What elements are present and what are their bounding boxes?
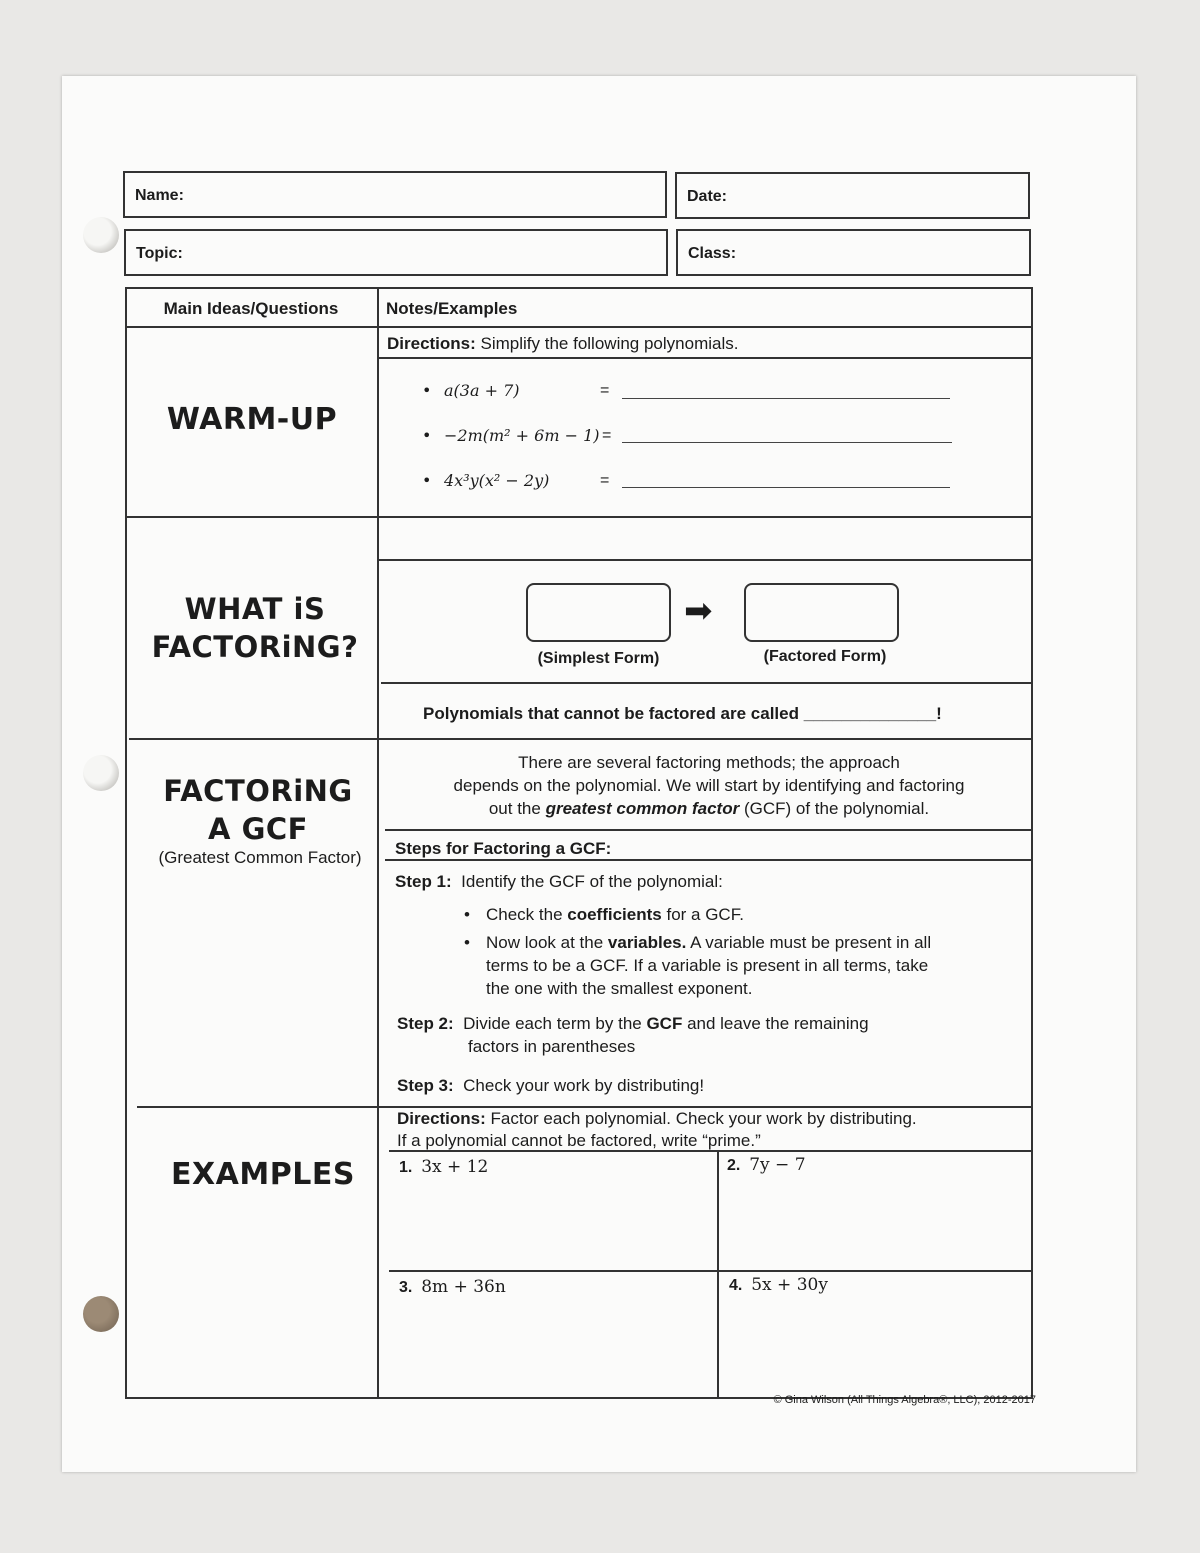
gcf-title-line2: A GCF [208, 812, 308, 846]
step-1-bullet2-c: A variable must be present in all [686, 933, 932, 952]
warmup-problem-1: • a(3a + 7) [444, 381, 520, 400]
step-1-bullet2-a: Now look at the [486, 933, 608, 952]
factored-form-box[interactable] [744, 583, 899, 642]
step-2-emphasis: GCF [646, 1014, 683, 1033]
gcf-intro-line3-a: out the [488, 799, 546, 818]
step-1-label: Step 1: [395, 872, 452, 891]
class-field[interactable] [676, 229, 1031, 276]
gcf-subtitle: (Greatest Common Factor) [158, 848, 362, 867]
gcf-intro-line2: depends on the polynomial. We will start by identifying and factoring [453, 776, 965, 795]
step-1-bullet-coefficients [486, 903, 744, 926]
factoring-title-line1: WHAT iS [184, 592, 326, 626]
example-4-number: 4. [729, 1277, 743, 1294]
example-1-number: 1. [399, 1159, 413, 1176]
example-3-number: 3. [399, 1279, 413, 1296]
simplest-form-box[interactable] [526, 583, 671, 642]
examples-directions-line2: If a polynomial cannot be factored, write “prime.” [397, 1131, 761, 1150]
step-1-bullet-variables [486, 931, 1026, 1000]
binder-hole-middle [83, 755, 119, 791]
answer-line-2[interactable] [622, 442, 952, 443]
equals-sign: = [602, 427, 612, 444]
examples-directions [397, 1108, 1029, 1152]
example-4[interactable] [729, 1275, 828, 1295]
gcf-intro-line3-c: (GCF) of the polynomial. [739, 799, 930, 818]
examples-directions-label: Directions: [397, 1109, 486, 1128]
step-3 [397, 1074, 704, 1097]
gcf-title-line1: FACTORiNG [163, 774, 353, 808]
warmup-directions [387, 334, 738, 354]
arrow-right-icon: ➡ [684, 592, 713, 630]
step-1-bullet2-line1 [486, 931, 1026, 954]
class-label: Class: [688, 245, 737, 262]
steps-heading: Steps for Factoring a GCF: [395, 839, 612, 858]
step-1-bullet1-c: for a GCF. [661, 905, 744, 924]
gcf-intro [384, 751, 1034, 820]
step-2-line1 [397, 1012, 869, 1035]
gcf-intro-line1: There are several factoring methods; the approach [518, 753, 900, 772]
gcf-title [131, 772, 385, 848]
warmup-problem-2: • −2m(m² + 6m − 1) [444, 426, 600, 445]
step-2-line2: factors in parentheses [468, 1037, 636, 1056]
column-header-main-ideas: Main Ideas/Questions [163, 299, 339, 318]
gcf-intro-line3-emphasis: greatest common factor [545, 799, 740, 818]
step-1-text: Identify the GCF of the polynomial: [461, 872, 723, 891]
topic-field[interactable] [124, 229, 668, 276]
date-label: Date: [687, 188, 728, 205]
prime-definition-prompt: Polynomials that cannot be factored are called ______________! [423, 704, 942, 723]
binder-hole-top [83, 217, 119, 253]
examples-directions-text: Factor each polynomial. Check your work by distributing. [485, 1109, 917, 1128]
warmup-directions-text: Simplify the following polynomials. [475, 334, 739, 353]
date-field[interactable] [675, 172, 1030, 219]
copyright-footer: © Gina Wilson (All Things Algebra®, LLC), 2012-2017 [773, 1394, 1036, 1406]
step-3-label: Step 3: [397, 1076, 454, 1095]
binder-hole-bottom [83, 1296, 119, 1332]
example-1-expression: 3x + 12 [421, 1157, 489, 1177]
factored-form-label: (Factored Form) [763, 648, 887, 665]
example-1[interactable] [399, 1157, 488, 1177]
step-1-bullet2-emphasis: variables. [607, 933, 687, 952]
example-2-number: 2. [727, 1157, 741, 1174]
factoring-title [129, 590, 381, 666]
step-1-bullet2-line2: terms to be a GCF. If a variable is present in all terms, take [486, 956, 929, 975]
step-2-label: Step 2: [397, 1014, 454, 1033]
step-2 [397, 1012, 869, 1058]
step-2-a: Divide each term by the [463, 1014, 647, 1033]
topic-label: Topic: [136, 245, 183, 262]
warmup-directions-label: Directions: [387, 334, 476, 353]
example-3-expression: 8m + 36n [421, 1277, 506, 1297]
step-1 [395, 870, 723, 893]
gcf-intro-line3 [384, 797, 1034, 820]
name-field[interactable] [123, 171, 667, 218]
step-3-text: Check your work by distributing! [463, 1076, 705, 1095]
examples-directions-line1 [397, 1108, 1029, 1130]
equals-sign: = [600, 472, 610, 489]
step-1-bullet2-line3: the one with the smallest exponent. [486, 979, 753, 998]
answer-line-1[interactable] [622, 398, 950, 399]
factoring-title-line2: FACTORiNG? [151, 630, 359, 664]
simplest-form-label: (Simplest Form) [537, 650, 660, 667]
example-2-expression: 7y − 7 [749, 1155, 806, 1175]
column-header-notes: Notes/Examples [386, 299, 518, 318]
name-label: Name: [135, 187, 184, 204]
example-4-expression: 5x + 30y [751, 1275, 828, 1295]
warmup-title: WARM-UP [166, 402, 338, 437]
warmup-problem-3: • 4x³y(x² − 2y) [444, 471, 549, 490]
example-3[interactable] [399, 1277, 506, 1297]
example-2[interactable] [727, 1155, 806, 1175]
equals-sign: = [600, 382, 610, 399]
answer-line-3[interactable] [622, 487, 950, 488]
examples-title: EXAMPLES [171, 1157, 355, 1192]
step-2-c: and leave the remaining [682, 1014, 869, 1033]
step-1-bullet1-a: Check the [486, 905, 568, 924]
step-1-bullet1-emphasis: coefficients [567, 905, 662, 924]
